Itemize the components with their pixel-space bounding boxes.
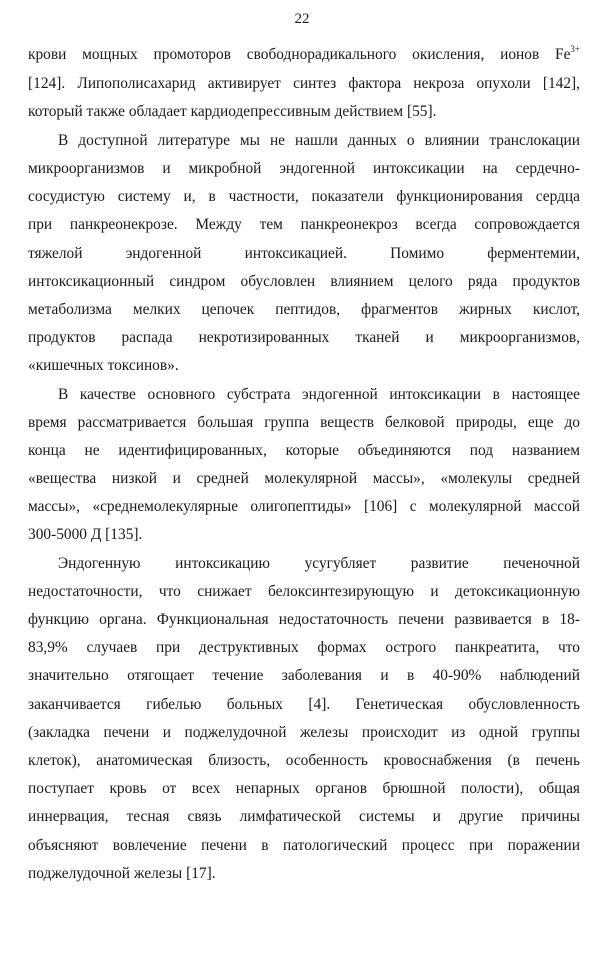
text-line: тяжелой эндогенной интоксикацией. Помимо ферментемии,	[28, 245, 580, 262]
text-line: поджелудочной железы [17].	[28, 865, 216, 882]
text-line: объясняют вовлечение печени в патологический процесс при поражении	[28, 837, 580, 854]
paragraph-first-line: В доступной литературе мы не нашли данных о влиянии транслокации	[58, 132, 580, 149]
text-line: массы», «среднемолекулярные олигопептиды» [106] с молекулярной массой	[28, 498, 580, 515]
page-number: 22	[294, 11, 310, 27]
text-line: (закладка печени и поджелудочной железы происходит из одной группы	[28, 724, 580, 741]
text-line: метаболизма мелких цепочек пептидов, фрагментов жирных кислот,	[28, 301, 580, 318]
text-line: интоксикационный синдром обусловлен влиянием целого ряда продуктов	[28, 273, 580, 290]
text-line: клеток), анатомическая близость, особенность кровоснабжения (в печень	[28, 752, 580, 769]
text-line: время рассматривается большая группа веществ белковой природы, еще до	[28, 414, 580, 431]
text-line: продуктов распада некротизированных тканей и микроорганизмов,	[28, 329, 580, 346]
text-line: [124]. Липополисахарид активирует синтез фактора некроза опухоли [142],	[28, 75, 580, 92]
text-line: конца не идентифицированных, которые объединяются под названием	[28, 442, 580, 459]
paragraph-first-line: В качестве основного субстрата эндогенной интоксикации в настоящее	[58, 386, 580, 403]
text-line: который также обладает кардиодепрессивным действием [55].	[28, 103, 437, 120]
text-line: иннервация, тесная связь лимфатической системы и другие причины	[28, 808, 580, 825]
text-line: сосудистую систему и, в частности, показатели функционирования сердца	[28, 188, 580, 205]
text-line: значительно отягощает течение заболевания и в 40-90% наблюдений	[28, 667, 580, 684]
text-line: при панкреонекрозе. Между тем панкреонекроз всегда сопровождается	[28, 216, 580, 233]
text-line: микроорганизмов и микробной эндогенной интоксикации на сердечно-	[28, 160, 580, 177]
text-line: функцию органа. Функциональная недостаточность печени развивается в 18-	[28, 611, 580, 628]
text-line: «кишечных токсинов».	[28, 357, 179, 374]
text-line: крови мощных промоторов свободнорадикального окисления, ионов $Fe^{3+}$	[28, 44, 580, 63]
text-line: заканчивается гибелью больных [4]. Генетическая обусловленность	[28, 696, 580, 713]
text-line: 83,9% случаев при деструктивных формах острого панкреатита, что	[28, 639, 580, 656]
superscript: 3+	[570, 44, 580, 54]
text-line: «вещества низкой и средней молекулярной массы», «молекулы средней	[28, 470, 580, 487]
text-line: 300-5000 Д [135].	[28, 526, 143, 543]
text-line: недостаточности, что снижает белоксинтезирующую и детоксикационную	[28, 583, 580, 600]
paragraph-first-line: Эндогенную интоксикацию усугубляет развитие печеночной	[58, 555, 580, 572]
text-line: поступает кровь от всех непарных органов брюшной полости), общая	[28, 780, 580, 797]
